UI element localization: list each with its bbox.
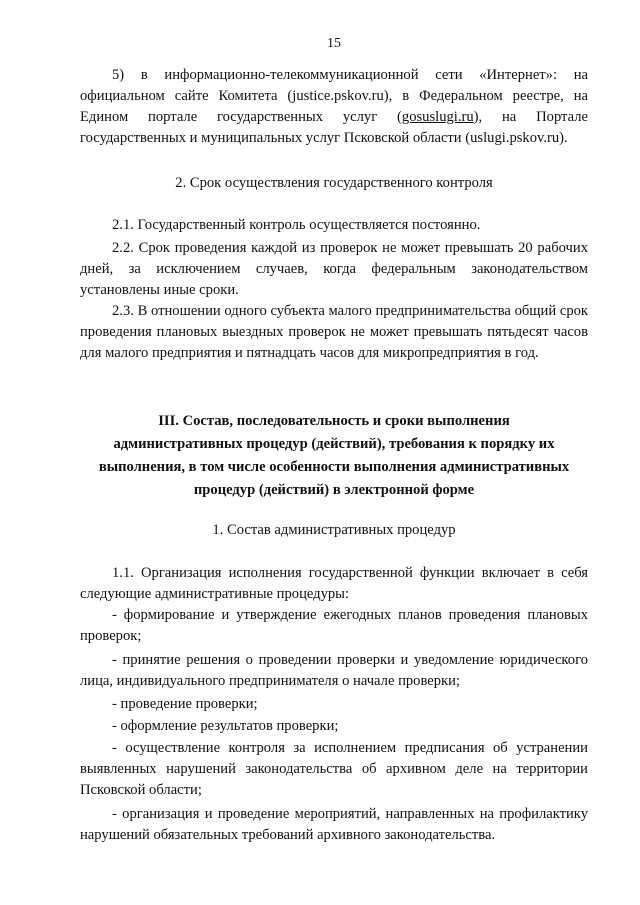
list-item-prevention: - организация и проведение мероприятий, направленных на профилактику нарушений обязательных требований архивного законодательства. [80,806,588,843]
paragraph-1-1: 1.1. Организация исполнения государственной функции включает в себя следующие административные процедуры: [80,565,588,602]
document-page [80,0,588,905]
list-item-plans: - формирование и утверждение ежегодных планов проведения плановых проверок; [80,607,588,644]
section-3-heading-line-3: выполнения, в том числе особенности выполнения административных [98,459,570,475]
section-2-heading: 2. Срок осуществления государственного контроля [175,175,493,191]
list-item-decision: - принятие решения о проведении проверки и уведомление юридического лица, индивидуального предпринимателя о начале проверки; [80,652,588,689]
gosuslugi-link[interactable]: gosuslugi.ru [401,109,474,125]
paragraph-2-2: 2.2. Срок проведения каждой из проверок не может превышать 20 рабочих дней, за исключением случаев, когда федеральным законодательством установлены иные сроки. [80,240,588,298]
section-3-heading-line-1: III. Состав, последовательность и сроки выполнения [158,413,510,429]
list-item-results: - оформление результатов проверки; [112,718,339,734]
page-number: 15 [327,36,341,51]
paragraph-2-1: 2.1. Государственный контроль осуществляется постоянно. [112,217,481,233]
subsection-1-heading: 1. Состав административных процедур [212,522,456,538]
list-item-inspection: - проведение проверки; [112,696,258,712]
intro-text-after: ), на Портале государственных и муниципальных услуг Псковской области (uslugi.pskov.ru). [80,109,588,146]
intro-text-before: 5) в информационно-телекоммуникационной сети «Интернет»: на официальном сайте Комитета (justice.pskov.ru), в Федеральном реестре, на Едином портале государственных услуг ( [80,67,588,125]
paragraph-2-3: 2.3. В отношении одного субъекта малого предпринимательства общий срок проведения плановых выездных проверок не может превышать пятьдесят часов для малого предприятия и пятнадцать часов для микропредприятия в год. [80,303,588,361]
section-3-heading-line-4: процедур (действий) в электронной форме [193,482,475,498]
section-3-heading-line-2: административных процедур (действий), требования к порядку их [113,436,555,452]
intro-paragraph [80,65,588,149]
list-item-control: - осуществление контроля за исполнением предписания об устранении выявленных нарушений законодательства об архивном деле на территории Псковской области; [80,740,588,798]
